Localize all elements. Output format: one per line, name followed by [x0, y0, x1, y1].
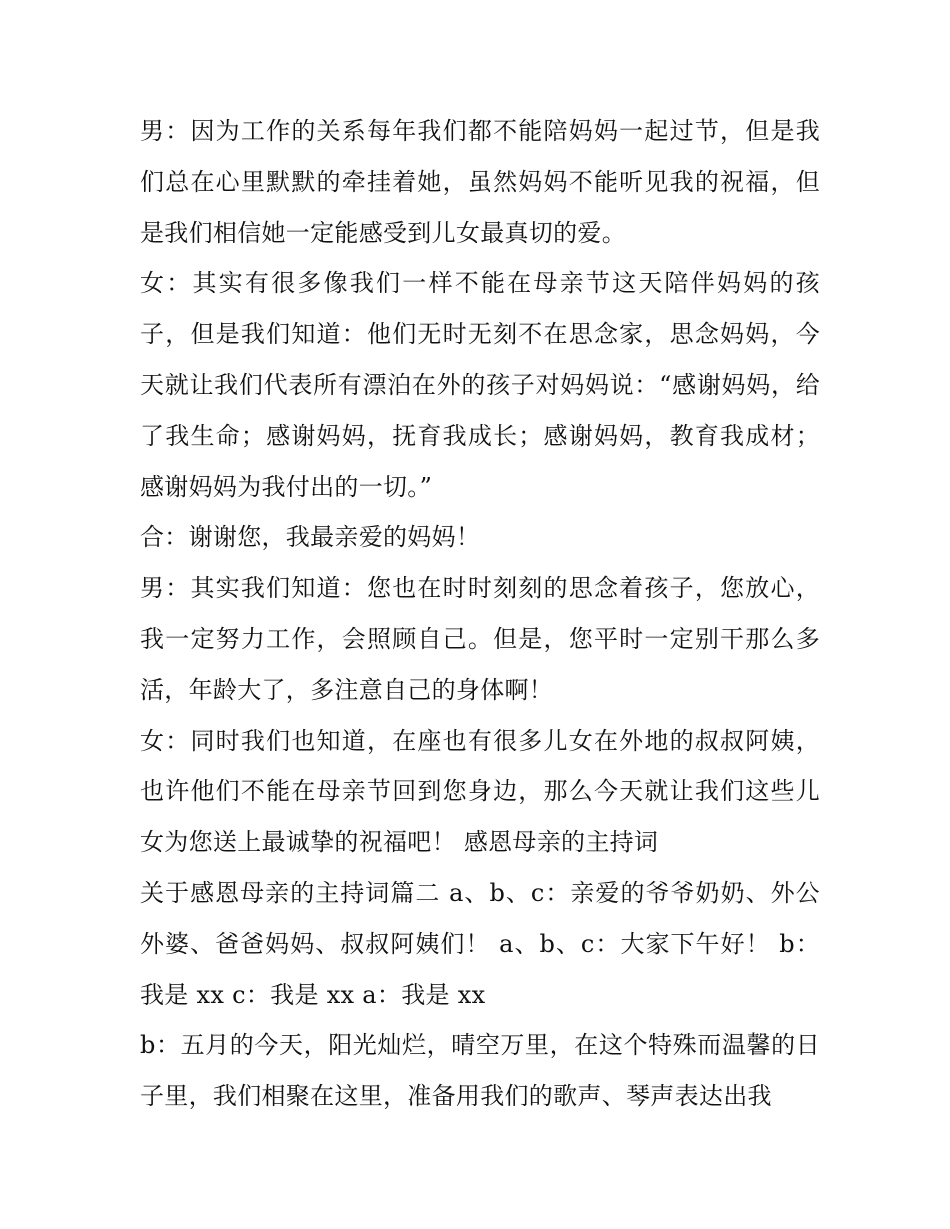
- paragraph-female-2: 女：同时我们也知道，在座也有很多儿女在外地的叔叔阿姨，也许他们不能在母亲节回到您身边，那么今天就让我们这些儿女为您送上最诚挚的祝福吧！ 感恩母亲的主持词: [140, 726, 820, 857]
- paragraph-male-2: 男：其实我们知道：您也在时时刻刻的思念着孩子，您放心，我一定努力工作，会照顾自己。但是，您平时一定别干那么多活，年龄大了，多注意自己的身体啊！: [140, 574, 820, 704]
- paragraph-together: 合：谢谢您，我最亲爱的妈妈！: [140, 523, 481, 552]
- paragraph-b-opening: b：五月的今天，阳光灿烂，晴空万里，在这个特殊而温馨的日子里，我们相聚在这里，准备用我们的歌声、琴声表达出我: [140, 1031, 820, 1111]
- paragraph-male-1: 男：因为工作的关系每年我们都不能陪妈妈一起过节，但是我们总在心里默默的牵挂着她，虽然妈妈不能听见我的祝福，但是我们相信她一定能感受到儿女最真切的爱。: [140, 117, 820, 247]
- document-body: [140, 106, 820, 1122]
- paragraph-female-1: 女：其实有很多像我们一样不能在母亲节这天陪伴妈妈的孩子，但是我们知道：他们无时无刻不在思念家，思念妈妈，今天就让我们代表所有漂泊在外的孩子对妈妈说：“感谢妈妈，给了我生命；感谢妈妈，抚育我成长；感谢妈妈，教育我成材；感谢妈妈为我付出的一切。”: [140, 269, 820, 501]
- paragraph-section-two: 关于感恩母亲的主持词篇二 a、b、c：亲爱的爷爷奶奶、外公外婆、爸爸妈妈、叔叔阿姨们！ a、b、c：大家下午好！ b：我是 xx c：我是 xx a：我是 xx: [140, 878, 820, 1009]
